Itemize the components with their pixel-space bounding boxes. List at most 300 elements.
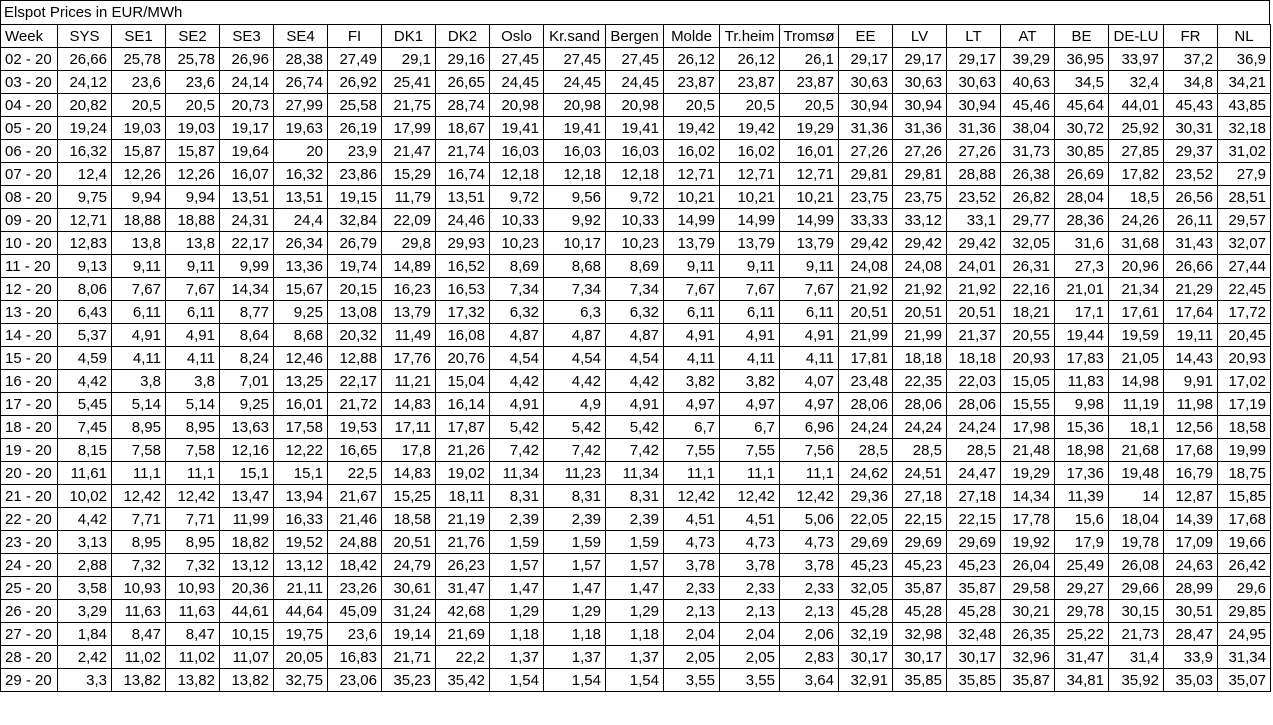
price-cell: 2,83 — [780, 646, 839, 669]
price-cell: 8,95 — [112, 531, 166, 554]
table-row — [1, 347, 1271, 370]
price-cell: 6,7 — [720, 416, 780, 439]
price-cell: 30,17 — [893, 646, 947, 669]
column-header: SYS — [58, 25, 112, 48]
price-cell: 27,49 — [328, 48, 382, 71]
price-cell: 11,23 — [544, 462, 606, 485]
price-cell: 20,93 — [1001, 347, 1055, 370]
price-cell: 26,12 — [720, 48, 780, 71]
column-header: DK2 — [436, 25, 490, 48]
price-cell: 45,46 — [1001, 94, 1055, 117]
price-cell: 3,3 — [58, 669, 112, 692]
price-cell: 11,79 — [382, 186, 436, 209]
price-cell: 12,56 — [1164, 416, 1218, 439]
week-cell: 02 - 20 — [1, 48, 58, 71]
price-cell: 9,11 — [780, 255, 839, 278]
price-cell: 29,36 — [839, 485, 893, 508]
price-cell: 8,31 — [490, 485, 544, 508]
price-cell: 34,5 — [1055, 71, 1109, 94]
price-cell: 5,14 — [166, 393, 220, 416]
price-cell: 20 — [274, 140, 328, 163]
price-cell: 24,63 — [1164, 554, 1218, 577]
price-cell: 8,64 — [220, 324, 274, 347]
price-cell: 13,79 — [720, 232, 780, 255]
price-cell: 2,13 — [720, 600, 780, 623]
price-cell: 30,72 — [1055, 117, 1109, 140]
price-cell: 28,5 — [839, 439, 893, 462]
price-cell: 17,99 — [382, 117, 436, 140]
price-cell: 18,75 — [1218, 462, 1271, 485]
price-cell: 8,77 — [220, 301, 274, 324]
price-cell: 26,38 — [1001, 163, 1055, 186]
price-cell: 27,26 — [893, 140, 947, 163]
price-cell: 1,47 — [544, 577, 606, 600]
price-cell: 17,1 — [1055, 301, 1109, 324]
price-cell: 11,98 — [1164, 393, 1218, 416]
price-cell: 18,18 — [947, 347, 1001, 370]
week-cell: 10 - 20 — [1, 232, 58, 255]
price-cell: 30,51 — [1164, 600, 1218, 623]
price-cell: 18,58 — [1218, 416, 1271, 439]
price-cell: 21,73 — [1109, 623, 1164, 646]
price-cell: 3,78 — [664, 554, 720, 577]
price-cell: 30,31 — [1164, 117, 1218, 140]
price-cell: 14,89 — [382, 255, 436, 278]
price-cell: 6,3 — [544, 301, 606, 324]
price-cell: 24,14 — [220, 71, 274, 94]
price-cell: 6,7 — [664, 416, 720, 439]
price-cell: 21,99 — [893, 324, 947, 347]
price-cell: 24,95 — [1218, 623, 1271, 646]
price-cell: 9,56 — [544, 186, 606, 209]
price-cell: 22,35 — [893, 370, 947, 393]
price-cell: 36,9 — [1218, 48, 1271, 71]
price-cell: 23,6 — [328, 623, 382, 646]
price-cell: 18,98 — [1055, 439, 1109, 462]
price-cell: 16,53 — [436, 278, 490, 301]
price-cell: 1,37 — [606, 646, 664, 669]
price-cell: 42,68 — [436, 600, 490, 623]
price-cell: 7,32 — [166, 554, 220, 577]
price-cell: 20,5 — [720, 94, 780, 117]
price-cell: 14,83 — [382, 462, 436, 485]
price-cell: 13,51 — [220, 186, 274, 209]
price-cell: 6,32 — [606, 301, 664, 324]
price-cell: 29,17 — [839, 48, 893, 71]
price-cell: 19,92 — [1001, 531, 1055, 554]
price-cell: 30,94 — [839, 94, 893, 117]
price-cell: 2,05 — [720, 646, 780, 669]
price-cell: 2,39 — [490, 508, 544, 531]
price-cell: 14,34 — [1001, 485, 1055, 508]
price-cell: 19,42 — [720, 117, 780, 140]
price-cell: 17,72 — [1218, 301, 1271, 324]
price-cell: 26,66 — [58, 48, 112, 71]
price-cell: 19,59 — [1109, 324, 1164, 347]
price-cell: 17,9 — [1055, 531, 1109, 554]
price-cell: 19,99 — [1218, 439, 1271, 462]
price-cell: 35,07 — [1218, 669, 1271, 692]
table-row — [1, 485, 1271, 508]
price-cell: 25,22 — [1055, 623, 1109, 646]
price-cell: 1,54 — [606, 669, 664, 692]
price-cell: 7,01 — [220, 370, 274, 393]
price-cell: 20,51 — [947, 301, 1001, 324]
price-cell: 16,79 — [1164, 462, 1218, 485]
price-cell: 26,35 — [1001, 623, 1055, 646]
price-cell: 16,83 — [328, 646, 382, 669]
price-cell: 21,72 — [328, 393, 382, 416]
price-cell: 20,98 — [490, 94, 544, 117]
price-cell: 35,87 — [947, 577, 1001, 600]
price-cell: 15,55 — [1001, 393, 1055, 416]
table-row — [1, 48, 1271, 71]
price-cell: 28,04 — [1055, 186, 1109, 209]
price-cell: 13,51 — [436, 186, 490, 209]
price-cell: 26,74 — [274, 71, 328, 94]
price-cell: 13,25 — [274, 370, 328, 393]
price-cell: 4,11 — [720, 347, 780, 370]
price-cell: 21,34 — [1109, 278, 1164, 301]
price-cell: 29,69 — [839, 531, 893, 554]
price-cell: 11,63 — [166, 600, 220, 623]
price-cell: 21,68 — [1109, 439, 1164, 462]
price-cell: 35,23 — [382, 669, 436, 692]
price-cell: 10,02 — [58, 485, 112, 508]
price-cell: 12,16 — [220, 439, 274, 462]
price-cell: 2,06 — [780, 623, 839, 646]
price-cell: 31,43 — [1164, 232, 1218, 255]
price-cell: 3,8 — [166, 370, 220, 393]
price-cell: 2,04 — [664, 623, 720, 646]
price-cell: 8,69 — [490, 255, 544, 278]
price-cell: 2,33 — [664, 577, 720, 600]
price-cell: 14 — [1109, 485, 1164, 508]
price-cell: 1,37 — [544, 646, 606, 669]
price-cell: 13,08 — [328, 301, 382, 324]
price-cell: 1,59 — [490, 531, 544, 554]
price-cell: 15,1 — [220, 462, 274, 485]
column-header: SE2 — [166, 25, 220, 48]
price-cell: 32,4 — [1109, 71, 1164, 94]
price-cell: 9,11 — [720, 255, 780, 278]
price-cell: 2,13 — [780, 600, 839, 623]
price-cell: 24,79 — [382, 554, 436, 577]
price-cell: 6,11 — [780, 301, 839, 324]
price-cell: 9,98 — [1055, 393, 1109, 416]
price-cell: 7,58 — [112, 439, 166, 462]
price-cell: 11,1 — [780, 462, 839, 485]
price-cell: 4,87 — [490, 324, 544, 347]
price-cell: 23,87 — [720, 71, 780, 94]
column-header: BE — [1055, 25, 1109, 48]
price-cell: 18,5 — [1109, 186, 1164, 209]
price-cell: 20,5 — [112, 94, 166, 117]
price-cell: 26,66 — [1164, 255, 1218, 278]
price-cell: 4,91 — [490, 393, 544, 416]
price-cell: 7,55 — [664, 439, 720, 462]
price-cell: 5,42 — [544, 416, 606, 439]
week-cell: 22 - 20 — [1, 508, 58, 531]
table-row — [1, 278, 1271, 301]
price-cell: 17,8 — [382, 439, 436, 462]
price-cell: 16,14 — [436, 393, 490, 416]
week-cell: 15 - 20 — [1, 347, 58, 370]
price-cell: 14,83 — [382, 393, 436, 416]
price-cell: 14,99 — [780, 209, 839, 232]
price-cell: 11,83 — [1055, 370, 1109, 393]
price-cell: 20,45 — [1218, 324, 1271, 347]
column-header: AT — [1001, 25, 1055, 48]
week-cell: 13 - 20 — [1, 301, 58, 324]
price-cell: 8,24 — [220, 347, 274, 370]
price-cell: 30,85 — [1055, 140, 1109, 163]
price-cell: 3,82 — [720, 370, 780, 393]
price-cell: 27,99 — [274, 94, 328, 117]
week-cell: 24 - 20 — [1, 554, 58, 577]
price-cell: 2,33 — [720, 577, 780, 600]
table-row — [1, 600, 1271, 623]
price-cell: 2,33 — [780, 577, 839, 600]
price-cell: 15,1 — [274, 462, 328, 485]
price-cell: 12,71 — [720, 163, 780, 186]
price-cell: 19,24 — [58, 117, 112, 140]
column-header: DE-LU — [1109, 25, 1164, 48]
week-cell: 28 - 20 — [1, 646, 58, 669]
price-cell: 28,74 — [436, 94, 490, 117]
price-cell: 4,97 — [720, 393, 780, 416]
price-cell: 1,18 — [490, 623, 544, 646]
price-cell: 11,1 — [112, 462, 166, 485]
price-cell: 1,57 — [490, 554, 544, 577]
price-cell: 26,42 — [1218, 554, 1271, 577]
price-cell: 26,65 — [436, 71, 490, 94]
price-cell: 29,42 — [893, 232, 947, 255]
price-cell: 4,73 — [664, 531, 720, 554]
price-cell: 23,75 — [839, 186, 893, 209]
price-cell: 18,04 — [1109, 508, 1164, 531]
price-cell: 20,51 — [893, 301, 947, 324]
price-cell: 4,9 — [544, 393, 606, 416]
price-cell: 15,25 — [382, 485, 436, 508]
table-row — [1, 531, 1271, 554]
column-header: Week — [1, 25, 58, 48]
price-cell: 13,36 — [274, 255, 328, 278]
price-cell: 15,36 — [1055, 416, 1109, 439]
price-cell: 6,32 — [490, 301, 544, 324]
price-cell: 4,54 — [490, 347, 544, 370]
price-cell: 22,5 — [328, 462, 382, 485]
price-cell: 1,29 — [490, 600, 544, 623]
price-cell: 10,93 — [112, 577, 166, 600]
column-header: Tr.heim — [720, 25, 780, 48]
price-cell: 18,11 — [436, 485, 490, 508]
price-cell: 13,82 — [112, 669, 166, 692]
price-cell: 19,44 — [1055, 324, 1109, 347]
price-cell: 26,79 — [328, 232, 382, 255]
price-cell: 29,16 — [436, 48, 490, 71]
price-cell: 3,8 — [112, 370, 166, 393]
price-cell: 29,17 — [947, 48, 1001, 71]
price-cell: 45,28 — [839, 600, 893, 623]
price-cell: 17,61 — [1109, 301, 1164, 324]
price-cell: 1,84 — [58, 623, 112, 646]
price-cell: 23,75 — [893, 186, 947, 209]
price-cell: 22,16 — [1001, 278, 1055, 301]
price-cell: 26,04 — [1001, 554, 1055, 577]
table-row — [1, 255, 1271, 278]
price-cell: 21,75 — [382, 94, 436, 117]
price-cell: 8,95 — [166, 416, 220, 439]
price-cell: 13,79 — [664, 232, 720, 255]
price-cell: 8,95 — [112, 416, 166, 439]
price-cell: 16,02 — [664, 140, 720, 163]
price-cell: 29,69 — [947, 531, 1001, 554]
price-cell: 9,91 — [1164, 370, 1218, 393]
price-cell: 32,84 — [328, 209, 382, 232]
table-row — [1, 370, 1271, 393]
price-cell: 29,42 — [947, 232, 1001, 255]
price-cell: 11,02 — [166, 646, 220, 669]
price-cell: 16,52 — [436, 255, 490, 278]
price-cell: 33,97 — [1109, 48, 1164, 71]
price-cell: 4,54 — [544, 347, 606, 370]
price-cell: 25,49 — [1055, 554, 1109, 577]
price-cell: 31,36 — [839, 117, 893, 140]
price-cell: 7,34 — [606, 278, 664, 301]
price-cell: 20,55 — [1001, 324, 1055, 347]
price-cell: 23,52 — [1164, 163, 1218, 186]
price-cell: 12,87 — [1164, 485, 1218, 508]
price-cell: 30,17 — [839, 646, 893, 669]
column-header: FI — [328, 25, 382, 48]
price-cell: 13,79 — [780, 232, 839, 255]
price-cell: 19,63 — [274, 117, 328, 140]
price-cell: 45,28 — [947, 600, 1001, 623]
price-cell: 4,54 — [606, 347, 664, 370]
price-cell: 3,78 — [780, 554, 839, 577]
price-cell: 7,32 — [112, 554, 166, 577]
price-cell: 13,8 — [112, 232, 166, 255]
price-cell: 9,99 — [220, 255, 274, 278]
price-cell: 23,6 — [166, 71, 220, 94]
price-cell: 7,42 — [606, 439, 664, 462]
price-cell: 3,58 — [58, 577, 112, 600]
price-cell: 7,34 — [490, 278, 544, 301]
price-cell: 31,47 — [1055, 646, 1109, 669]
price-cell: 1,18 — [606, 623, 664, 646]
price-cell: 13,82 — [220, 669, 274, 692]
price-cell: 45,09 — [328, 600, 382, 623]
price-cell: 21,67 — [328, 485, 382, 508]
price-cell: 12,71 — [58, 209, 112, 232]
price-cell: 9,13 — [58, 255, 112, 278]
price-cell: 17,11 — [382, 416, 436, 439]
price-cell: 11,61 — [58, 462, 112, 485]
price-cell: 21,46 — [328, 508, 382, 531]
price-cell: 1,59 — [544, 531, 606, 554]
price-cell: 17,83 — [1055, 347, 1109, 370]
price-cell: 35,85 — [947, 669, 1001, 692]
price-cell: 9,72 — [606, 186, 664, 209]
price-cell: 13,12 — [220, 554, 274, 577]
week-cell: 16 - 20 — [1, 370, 58, 393]
price-cell: 16,01 — [780, 140, 839, 163]
price-cell: 31,24 — [382, 600, 436, 623]
price-cell: 7,34 — [544, 278, 606, 301]
price-cell: 17,87 — [436, 416, 490, 439]
price-cell: 11,1 — [664, 462, 720, 485]
price-cell: 8,31 — [544, 485, 606, 508]
price-cell: 21,74 — [436, 140, 490, 163]
price-cell: 25,41 — [382, 71, 436, 94]
table-row — [1, 71, 1271, 94]
price-cell: 20,82 — [58, 94, 112, 117]
price-cell: 24,51 — [893, 462, 947, 485]
price-cell: 24,62 — [839, 462, 893, 485]
price-cell: 27,18 — [947, 485, 1001, 508]
price-cell: 16,32 — [58, 140, 112, 163]
price-cell: 5,45 — [58, 393, 112, 416]
price-cell: 18,21 — [1001, 301, 1055, 324]
column-header: LT — [947, 25, 1001, 48]
price-cell: 16,08 — [436, 324, 490, 347]
table-row — [1, 623, 1271, 646]
price-cell: 28,06 — [839, 393, 893, 416]
price-cell: 12,83 — [58, 232, 112, 255]
price-cell: 12,46 — [274, 347, 328, 370]
price-cell: 27,45 — [606, 48, 664, 71]
price-cell: 26,69 — [1055, 163, 1109, 186]
price-cell: 20,5 — [664, 94, 720, 117]
price-cell: 12,42 — [112, 485, 166, 508]
price-cell: 1,54 — [544, 669, 606, 692]
price-cell: 22,05 — [839, 508, 893, 531]
price-cell: 19,41 — [544, 117, 606, 140]
price-cell: 33,12 — [893, 209, 947, 232]
price-cell: 17,02 — [1218, 370, 1271, 393]
price-cell: 24,45 — [606, 71, 664, 94]
price-cell: 23,06 — [328, 669, 382, 692]
price-cell: 15,67 — [274, 278, 328, 301]
price-cell: 11,07 — [220, 646, 274, 669]
price-cell: 9,94 — [166, 186, 220, 209]
price-cell: 9,11 — [664, 255, 720, 278]
table-row — [1, 439, 1271, 462]
price-cell: 21,01 — [1055, 278, 1109, 301]
price-cell: 45,23 — [839, 554, 893, 577]
price-cell: 45,64 — [1055, 94, 1109, 117]
price-cell: 5,14 — [112, 393, 166, 416]
price-cell: 17,19 — [1218, 393, 1271, 416]
price-cell: 25,92 — [1109, 117, 1164, 140]
price-cell: 19,17 — [220, 117, 274, 140]
price-cell: 45,23 — [893, 554, 947, 577]
price-cell: 29,1 — [382, 48, 436, 71]
price-cell: 16,65 — [328, 439, 382, 462]
table-row — [1, 462, 1271, 485]
price-cell: 19,74 — [328, 255, 382, 278]
price-cell: 21,05 — [1109, 347, 1164, 370]
price-cell: 12,71 — [780, 163, 839, 186]
week-cell: 12 - 20 — [1, 278, 58, 301]
price-cell: 15,29 — [382, 163, 436, 186]
price-cell: 28,51 — [1218, 186, 1271, 209]
price-cell: 1,57 — [544, 554, 606, 577]
price-cell: 9,25 — [274, 301, 328, 324]
price-cell: 29,57 — [1218, 209, 1271, 232]
price-cell: 17,68 — [1218, 508, 1271, 531]
